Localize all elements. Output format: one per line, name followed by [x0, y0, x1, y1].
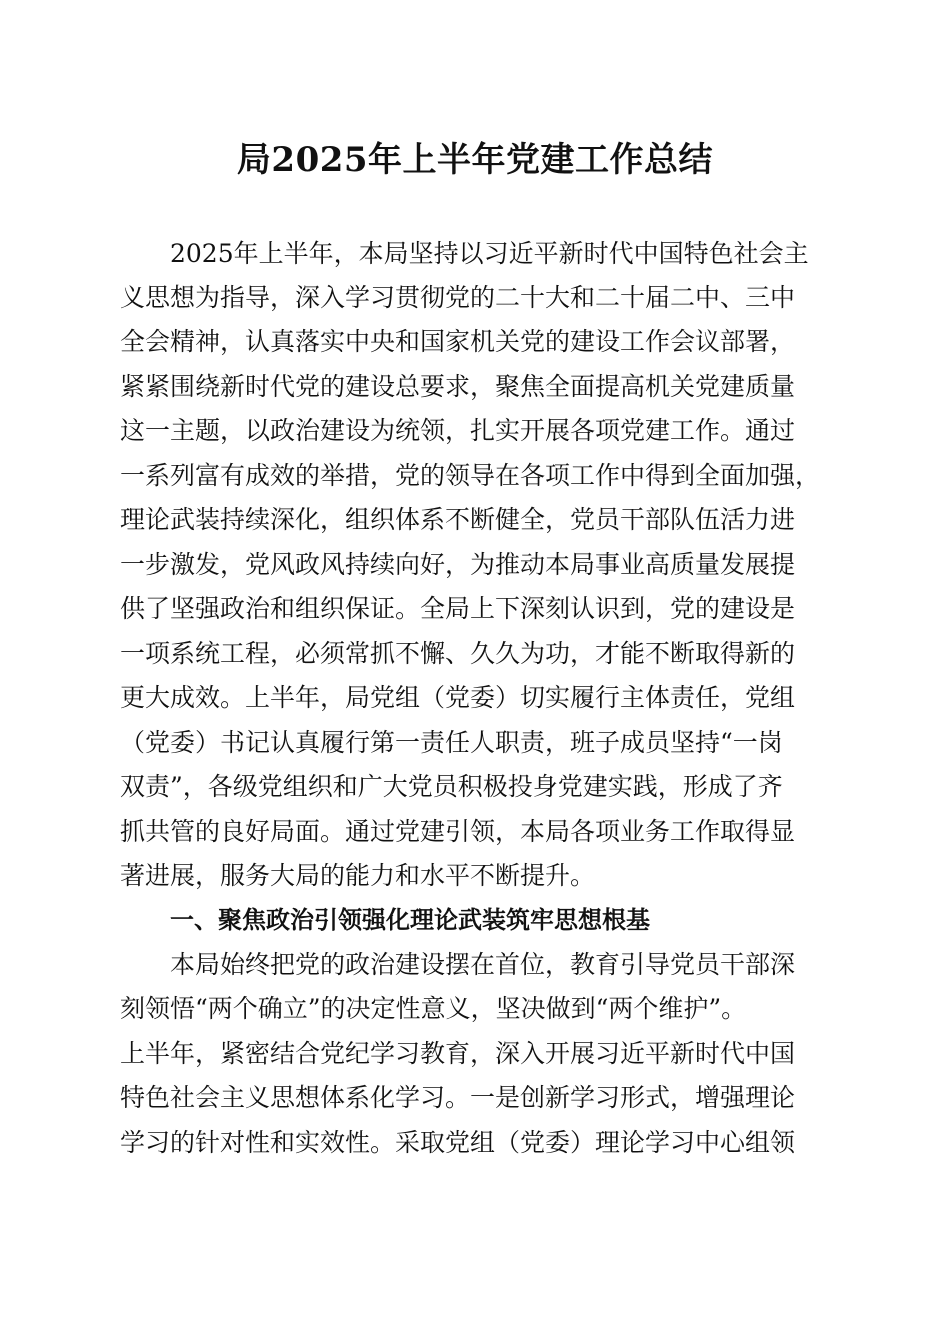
- paragraph-2-line: 本局始终把党的政治建设摆在首位，教育引导党员干部深: [170, 950, 796, 979]
- paragraph-1-line: 一项系统工程，必须常抓不懈、久久为功，才能不断取得新的: [120, 639, 796, 668]
- paragraph-1-line: 著进展，服务大局的能力和水平不断提升。: [120, 861, 596, 890]
- paragraph-2-line: 刻领悟“两个确立”的决定性意义，坚决做到“两个维护”。: [120, 994, 747, 1023]
- paragraph-1-line: 双责”，各级党组织和广大党员积极投身党建实践，形成了齐: [120, 772, 783, 801]
- paragraph-1-line: 这一主题，以政治建设为统领，扎实开展各项党建工作。通过: [120, 416, 796, 445]
- paragraph-1-line: 2025年上半年，本局坚持以习近平新时代中国特色社会主: [170, 239, 809, 268]
- paragraph-2-line: 上半年，紧密结合党纪学习教育，深入开展习近平新时代中国: [120, 1039, 796, 1068]
- paragraph-1-line: 抓共管的良好局面。通过党建引领，本局各项业务工作取得显: [120, 817, 796, 846]
- paragraph-1-line: 一步激发，党风政风持续向好，为推动本局事业高质量发展提: [120, 550, 796, 579]
- paragraph-1-line: 全会精神，认真落实中央和国家机关党的建设工作会议部署，: [120, 327, 796, 356]
- paragraph-1-line: 紧紧围绕新时代党的建设总要求，聚焦全面提高机关党建质量: [120, 372, 796, 401]
- paragraph-1-line: （党委）书记认真履行第一责任人职责，班子成员坚持“一岗: [120, 728, 783, 757]
- paragraph-1-line: 更大成效。上半年，局党组（党委）切实履行主体责任，党组: [120, 683, 796, 712]
- paragraph-2-line: 特色社会主义思想体系化学习。一是创新学习形式，增强理论: [120, 1083, 796, 1112]
- paragraph-1-line: 义思想为指导，深入学习贯彻党的二十大和二十届二中、三中: [120, 283, 796, 312]
- paragraph-1-line: 理论武装持续深化，组织体系不断健全，党员干部队伍活力进: [120, 505, 796, 534]
- paragraph-1-line: 一系列富有成效的举措，党的领导在各项工作中得到全面加强，: [120, 461, 821, 490]
- paragraph-2-line: 学习的针对性和实效性。采取党组（党委）理论学习中心组领: [120, 1128, 796, 1157]
- document-title: 局2025年上半年党建工作总结: [236, 140, 714, 180]
- paragraph-1-line: 供了坚强政治和组织保证。全局上下深刻认识到，党的建设是: [120, 594, 796, 623]
- section-heading-1: 一、聚焦政治引领强化理论武装筑牢思想根基: [170, 906, 650, 934]
